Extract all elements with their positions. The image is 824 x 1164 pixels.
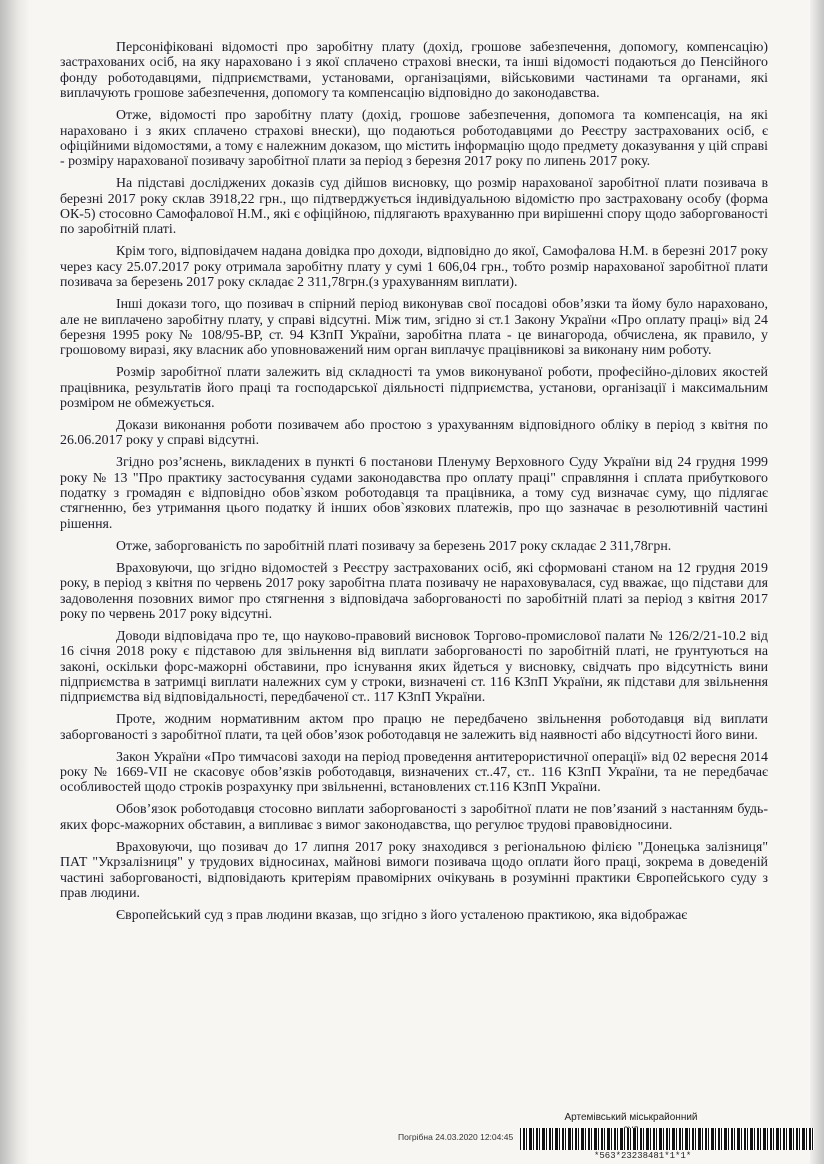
paragraph: Європейський суд з прав людини вказав, що згідно з його усталеною практикою, яка відображає <box>116 907 688 923</box>
paragraph: Докази виконання роботи позивачем або простою з урахуванням відповідного обліку в період з квітня по 26.06.2017 року у справі відсутні. <box>60 417 768 449</box>
paragraph: Проте, жодним нормативним актом про працю не передбачено звільнення роботодавця від виплати заборгованості з заробітної плати, та цей обов’язок роботодавця не залежить від наявності або відсутності його вини. <box>60 712 768 743</box>
print-info: Погрібна 24.03.2020 12:04:45 <box>398 1132 514 1142</box>
paragraph: Закон України «Про тимчасові заходи на період проведення антитерористичної операції» від 02 вересня 2014 року № 1669-VII не скасовує обов’язків роботодавця, визначених ст..47, ст.. 116 КЗпП України, та не передбачає особливостей щодо строків розрахунку при звільненні, встановлених ст.116 КЗпП України. <box>60 749 768 796</box>
document-footer <box>0 1112 824 1164</box>
paragraph: Враховуючи, що позивач до 17 липня 2017 року знаходився з регіональною філією "Донецька залізниця" ПАТ "Укрзалізниця" у трудових відносинах, майнові вимоги позивача щодо оплати його праці, зокрема в доведеній частині заборгованості, відповідають критеріям правомірних очікувань в розумінні практики Європейського суду з прав людини. <box>60 839 768 901</box>
barcode-icon <box>520 1128 814 1150</box>
document-body <box>60 40 768 930</box>
paragraph: Враховуючи, що згідно відомостей з Реєстру застрахованих осіб, які сформовані станом на 12 грудня 2019 року, в період з квітня по червень 2017 року заробітна плата позивачу не нараховувалася, суд вважає, що підстави для задоволення позовних вимог про стягнення з відповідача заборгованості по заробітній платі за період з квітня 2017 року по червень 2017 року відсутні. <box>60 560 768 622</box>
scan-shadow-right <box>810 0 824 1164</box>
court-name: Артемівський міськрайонний <box>564 1112 698 1123</box>
paragraph: Обов’язок роботодавця стосовно виплати заборгованості з заробітної плати не пов’язаний з настанням будь-яких форс-мажорних обставин, а випливає з вимог законодавства, що регулює трудові правовідносини. <box>60 802 768 833</box>
paragraph: Персоніфіковані відомості про заробітну плату (дохід, грошове забезпечення, допомогу, компенсацію) застрахованих осіб, на яку нараховано і з якої сплачено страхові внески, та інші відомості подаються до Пенсійного фонду роботодавцями, підприємствами, установами, організаціями, військовими частинами та органами, які виплачують грошове забезпечення, допомогу та компенсацію відповідно до законодавства. <box>60 40 768 102</box>
paragraph: Згідно роз’яснень, викладених в пункті 6 постанови Пленуму Верховного Суду України від 24 грудня 1999 року № 13 "Про практику застосування судами законодавства про оплату праці" справляння і сплата прибуткового податку з громадян є відповідно обов`язком роботодавця та працівника, а тому суд визначає суму, що підлягає стягненню, без утримання цього податку й інших обов`язкових платежів, про що зазначає в резолютивній частині рішення. <box>60 455 768 532</box>
scan-shadow-left <box>0 0 30 1164</box>
paragraph: Отже, заборгованість по заробітній платі позивачу за березень 2017 року складає 2 311,78грн. <box>116 538 672 554</box>
paragraph: Отже, відомості про заробітну плату (дохід, грошове забезпечення, допомога та компенсація, на які нараховано і з яких сплачено страхові внески), що подаються роботодавцями до Реєстру застрахованих осіб, є офіційними відомостями, а тому є належним доказом, що містить інформацію щодо предмету доказування у цій справі - розміру нарахованої позивачу заробітної плати за період з березня 2017 року по липень 2017 року. <box>60 108 768 170</box>
paragraph: На підставі досліджених доказів суд дійшов висновку, що розмір нарахованої заробітної плати позивача в березні 2017 року склав 3918,22 грн., що підтверджується індивідуальною відомістю про застраховану особу (форма ОК-5) стосовно Самофалової Н.М., які є офіційною, підлягають врахуванню при вирішенні спору щодо заборгованості по заробітній платі. <box>60 176 768 238</box>
paragraph: Крім того, відповідачем надана довідка про доходи, відповідно до якої, Самофалова Н.М. в березні 2017 року через касу 25.07.2017 року отримала заробітну плату у сумі 1 606,04 грн., тобто розмір нарахованої заробітної плати позивача за березень 2017 року складає 2 311,78грн.(з урахуванням виплати). <box>60 244 768 291</box>
paragraph: Інші докази того, що позивач в спірний період виконував свої посадові обов’язки та йому було нараховано, але не виплачено заробітну плату, у справі відсутні. Між тим, згідно зі ст.1 Закону України «Про оплату праці» від 24 березня 1995 року № 108/95-ВР, ст. 94 КЗпП України, заробітна плата - це винагорода, обчислена, як правило, у грошовому виразі, яку власник або уповноважений ним орган виплачує працівникові за виконану ним роботу. <box>60 297 768 359</box>
paragraph: Розмір заробітної плати залежить від складності та умов виконуваної роботи, професійно-ділових якостей працівника, результатів його праці та господарської діяльності підприємства, установи, організації і максимальним розміром не обмежується. <box>60 365 768 412</box>
paragraph: Доводи відповідача про те, що науково-правовий висновок Торгово-промислової палати № 126/2/21-10.2 від 16 січня 2018 року є підставою для звільнення від виплати заборгованості по заробітній платі, не ґрунтуються на законі, оскільки форс-мажорні обставини, про існування яких йдеться у висновку, свідчать про відсутність вини підприємства в затримці виплати належних сум у строки, визначені ст. 116 КЗпП України, як підстави для звільнення підприємства від відповідальності, передбаченої ст.. 117 КЗпП України. <box>60 628 768 706</box>
barcode-number: *563*23238481*1*1* <box>594 1151 692 1161</box>
